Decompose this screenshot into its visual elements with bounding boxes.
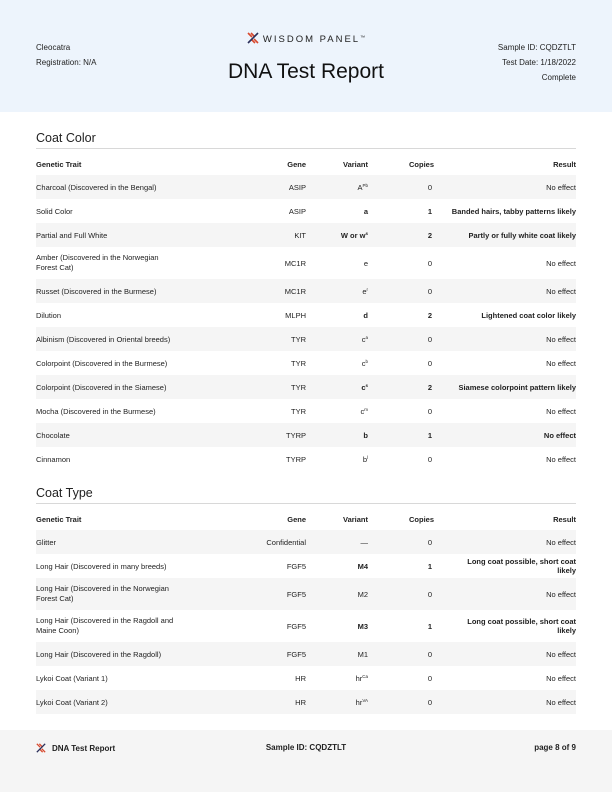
result-cell: No effect <box>450 690 576 714</box>
trait-cell: Lykoi Coat (Variant 2) <box>36 690 221 714</box>
gene-cell: HR <box>221 690 306 714</box>
result-cell: No effect <box>546 673 576 683</box>
result-cell: No effect <box>450 642 576 666</box>
variant-base: M2 <box>357 589 368 599</box>
col-gene: Gene <box>287 514 306 524</box>
gene-cell: ASIP <box>288 206 306 216</box>
table-row <box>36 447 576 471</box>
table-row <box>36 666 576 690</box>
gene-cell: ASIP <box>221 175 306 199</box>
variant-cell <box>306 423 378 447</box>
gene-cell: Confidential <box>221 530 306 554</box>
col-variant: Variant <box>342 514 368 524</box>
footer-title-text: DNA Test Report <box>52 744 116 753</box>
variant-cell <box>306 666 378 690</box>
brand-name: WISDOM PANEL <box>262 34 361 45</box>
copies-cell: 0 <box>378 578 450 610</box>
variant-cell <box>306 351 378 375</box>
coat-color-table <box>36 149 576 471</box>
copies-cell: 0 <box>378 327 450 351</box>
variant-superscript: b <box>365 358 368 364</box>
gene-cell: TYR <box>291 406 306 416</box>
table-header-row <box>36 149 576 175</box>
gene-cell: FGF5 <box>286 561 306 571</box>
variant-cell <box>306 530 378 554</box>
table-row <box>36 423 576 447</box>
table-row <box>36 223 576 247</box>
trait-cell: Colorpoint (Discovered in the Burmese) <box>36 358 168 368</box>
variant-cell <box>306 303 378 327</box>
gene-cell: TYR <box>221 375 306 399</box>
section-title-coat-color: Coat Color <box>36 131 576 149</box>
table-row <box>36 554 576 578</box>
variant-superscript: s <box>365 382 368 388</box>
table-row <box>36 175 576 199</box>
variant-superscript: l <box>367 454 368 460</box>
variant-cell <box>306 610 378 642</box>
col-gene: Gene <box>287 159 306 169</box>
copies-cell: 2 <box>378 223 450 247</box>
copies-cell: 1 <box>427 206 432 216</box>
gene-cell: TYRP <box>285 454 306 464</box>
gene-cell: KIT <box>221 223 306 247</box>
gene-cell: TYR <box>221 327 306 351</box>
page-title: DNA Test Report <box>227 60 384 83</box>
copies-cell: 0 <box>378 175 450 199</box>
result-cell: Siamese colorpoint pattern likely <box>450 375 576 399</box>
trait-cell: Russet (Discovered in the Burmese) <box>36 279 221 303</box>
variant-cell <box>306 199 378 223</box>
variant-cell <box>306 247 378 279</box>
result-cell: No effect <box>546 454 576 464</box>
copies-cell: 0 <box>378 642 450 666</box>
table-row <box>36 375 576 399</box>
footer-sample-id: Sample ID: CQDZTLT <box>265 743 347 752</box>
result-cell: No effect <box>450 530 576 554</box>
variant-base: c <box>361 358 366 368</box>
result-cell: Partly or fully white coat likely <box>450 223 576 247</box>
copies-cell: 1 <box>427 561 432 571</box>
variant-base: M1 <box>357 649 368 659</box>
variant-base: e <box>363 258 368 268</box>
variant-base: b <box>363 430 368 440</box>
variant-base: W or w <box>340 230 366 240</box>
table-row <box>36 578 576 610</box>
result-cell: No effect <box>450 423 576 447</box>
report-header <box>0 0 612 112</box>
col-variant: Variant <box>342 159 368 169</box>
variant-base: hr <box>355 673 363 683</box>
trait-cell <box>36 610 221 642</box>
trait-cell: Partial and Full White <box>36 223 221 247</box>
variant-cell <box>306 447 378 471</box>
variant-superscript: r <box>366 286 368 292</box>
variant-base: a <box>363 206 368 216</box>
variant-base: M3 <box>357 621 368 631</box>
table-header-row <box>36 504 576 530</box>
table-row <box>36 351 576 375</box>
table-row <box>36 199 576 223</box>
trait-cell <box>36 247 221 279</box>
gene-cell: TYR <box>291 358 306 368</box>
trait-cell: Albinism (Discovered in Oriental breeds) <box>36 327 221 351</box>
variant-superscript: VA <box>362 697 368 703</box>
gene-cell: MLPH <box>285 310 306 320</box>
col-trait: Genetic Trait <box>36 514 82 524</box>
copies-cell: 2 <box>427 310 432 320</box>
copies-cell: 1 <box>378 423 450 447</box>
variant-cell <box>306 279 378 303</box>
table-row <box>36 690 576 714</box>
coat-type-rows <box>36 530 576 714</box>
report-footer <box>0 730 612 792</box>
copies-cell: 0 <box>378 690 450 714</box>
trait-cell: Solid Color <box>36 206 73 216</box>
coat-type-section <box>36 486 576 714</box>
gene-cell: TYRP <box>221 423 306 447</box>
table-row <box>36 399 576 423</box>
variant-cell <box>306 690 378 714</box>
trait-cell <box>36 578 221 610</box>
trait-cell: Glitter <box>36 530 221 554</box>
section-title-coat-type: Coat Type <box>36 486 576 504</box>
variant-cell <box>306 175 378 199</box>
wisdom-panel-logo-icon <box>247 32 259 47</box>
variant-cell <box>306 578 378 610</box>
copies-cell: 0 <box>427 406 432 416</box>
result-cell: Long coat possible, short coat likely <box>467 617 576 635</box>
col-result: Result <box>553 514 576 524</box>
registration: Registration: N/A <box>36 58 97 67</box>
variant-base: c <box>360 406 365 416</box>
variant-base: c <box>361 382 366 392</box>
page-number: page 8 of 9 <box>534 743 576 752</box>
copies-cell: 0 <box>427 673 432 683</box>
result-cell: Banded hairs, tabby patterns likely <box>451 206 576 216</box>
trait-cell: Lykoi Coat (Variant 1) <box>36 673 108 683</box>
table-row <box>36 279 576 303</box>
result-cell: No effect <box>450 279 576 303</box>
col-copies: Copies <box>408 514 434 524</box>
variant-cell <box>306 642 378 666</box>
coat-color-rows <box>36 175 576 471</box>
gene-cell: MC1R <box>221 279 306 303</box>
variant-superscript: Ca <box>362 673 368 679</box>
result-cell: No effect <box>450 578 576 610</box>
result-cell: No effect <box>546 406 576 416</box>
copies-cell: 0 <box>427 258 432 268</box>
variant-cell <box>306 399 378 423</box>
col-copies: Copies <box>408 159 434 169</box>
variant-superscript: m <box>364 406 368 412</box>
coat-color-section <box>36 131 576 471</box>
col-result: Result <box>553 159 576 169</box>
table-row <box>36 642 576 666</box>
copies-cell: 2 <box>378 375 450 399</box>
test-status: Complete <box>541 73 576 82</box>
trademark: ™ <box>360 35 366 41</box>
variant-base: b <box>362 454 367 464</box>
variant-cell <box>306 327 378 351</box>
trait-line: Forest Cat) <box>36 263 74 272</box>
gene-cell: FGF5 <box>221 642 306 666</box>
copies-cell: 0 <box>378 279 450 303</box>
variant-base: A <box>357 182 363 192</box>
variant-base: e <box>362 286 367 296</box>
trait-cell: Mocha (Discovered in the Burmese) <box>36 406 156 416</box>
trait-line: Long Hair (Discovered in the Ragdoll and <box>36 616 174 625</box>
copies-cell: 1 <box>427 621 432 631</box>
table-row <box>36 247 576 279</box>
col-trait: Genetic Trait <box>36 159 82 169</box>
result-cell: No effect <box>450 175 576 199</box>
copies-cell: 0 <box>378 530 450 554</box>
gene-cell: MC1R <box>284 258 306 268</box>
gene-cell: FGF5 <box>286 621 306 631</box>
result-cell: No effect <box>546 258 576 268</box>
pet-name: Cleocatra <box>36 43 71 52</box>
trait-line: Amber (Discovered in the Norwegian <box>36 253 159 262</box>
table-row <box>36 610 576 642</box>
trait-cell: Dilution <box>36 310 62 320</box>
variant-base: d <box>363 310 368 320</box>
trait-cell: Colorpoint (Discovered in the Siamese) <box>36 375 221 399</box>
table-row <box>36 303 576 327</box>
sample-info <box>498 40 576 85</box>
trait-cell: Long Hair (Discovered in the Ragdoll) <box>36 642 221 666</box>
trait-line: Maine Coon) <box>36 626 79 635</box>
variant-base: — <box>360 537 368 547</box>
variant-superscript: s <box>365 230 368 236</box>
trait-cell: Chocolate <box>36 423 221 447</box>
variant-base: c <box>361 334 366 344</box>
variant-superscript: a <box>365 334 368 340</box>
table-row <box>36 530 576 554</box>
variant-base: hr <box>355 697 363 707</box>
result-cell: Long coat possible, short coat likely <box>467 557 576 575</box>
trait-cell: Charcoal (Discovered in the Bengal) <box>36 175 221 199</box>
coat-type-table <box>36 504 576 714</box>
gene-cell: FGF5 <box>221 578 306 610</box>
copies-cell: 0 <box>427 454 432 464</box>
result-cell: No effect <box>546 358 576 368</box>
variant-cell <box>306 554 378 578</box>
variant-cell <box>306 223 378 247</box>
trait-line: Long Hair (Discovered in the Norwegian <box>36 584 169 593</box>
trait-cell: Cinnamon <box>36 454 71 464</box>
variant-cell <box>306 375 378 399</box>
result-cell: Lightened coat color likely <box>481 310 576 320</box>
result-cell: No effect <box>450 327 576 351</box>
gene-cell: HR <box>295 673 306 683</box>
trait-line: Forest Cat) <box>36 594 74 603</box>
trait-cell: Long Hair (Discovered in many breeds) <box>36 561 167 571</box>
test-date: Test Date: 1/18/2022 <box>502 58 576 67</box>
sample-id: Sample ID: CQDZTLT <box>497 43 576 52</box>
copies-cell: 0 <box>427 358 432 368</box>
variant-superscript: Pb <box>362 182 368 188</box>
table-row <box>36 327 576 351</box>
variant-base: M4 <box>357 561 368 571</box>
